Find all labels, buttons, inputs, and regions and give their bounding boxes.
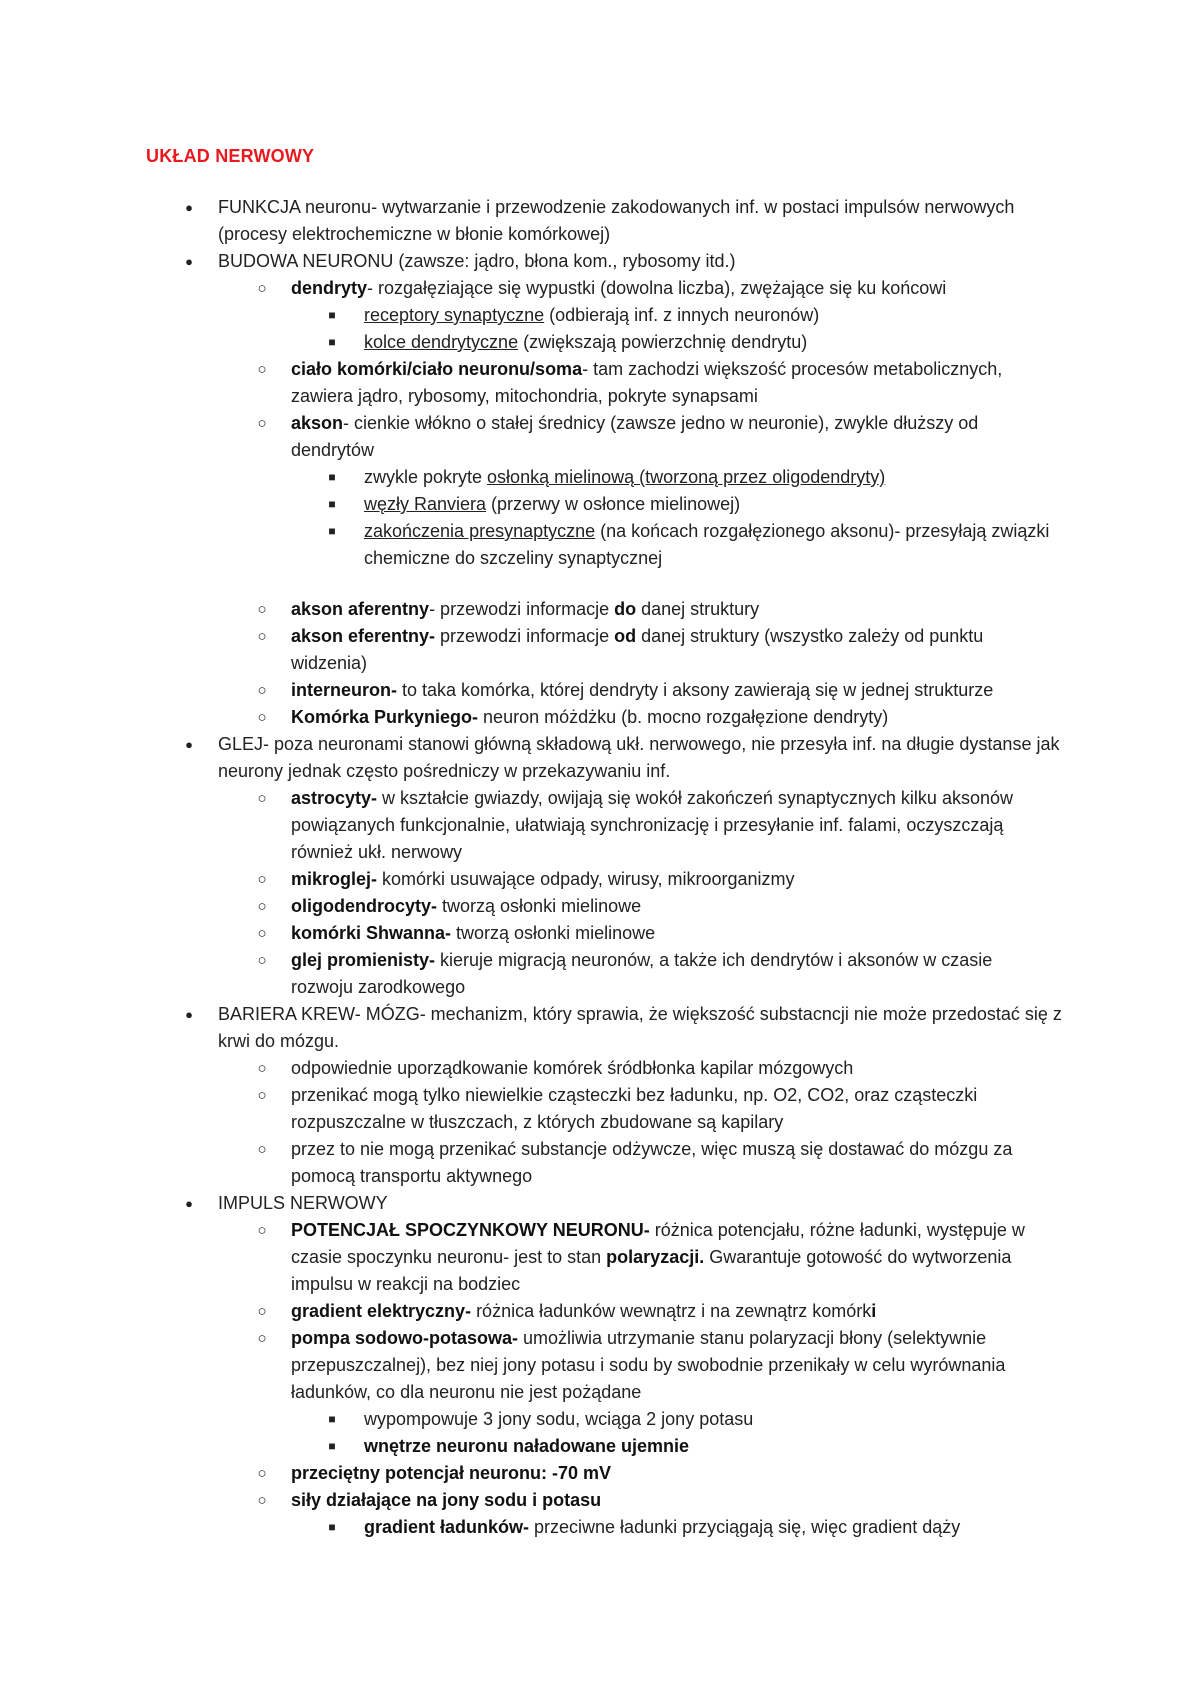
list-item: ■ zwykle pokryte osłonką mielinową (tworzoną przez oligodendryty) [0, 464, 1074, 491]
list-item: ■ gradient ładunków- przeciwne ładunki przyciągają się, więc gradient dąży [0, 1514, 1074, 1541]
list-item: ● BUDOWA NEURONU (zawsze: jądro, błona kom., rybosomy itd.) [0, 248, 1078, 275]
list-item: ○ przenikać mogą tylko niewielkie cząsteczki bez ładunku, np. O2, CO2, oraz cząsteczki rozpuszczalne w tłuszczach, z których zbudowane są kapilary [0, 1082, 1051, 1136]
bullet-circle-icon: ○ [257, 280, 267, 297]
bullet-disc-icon: ● [185, 200, 193, 215]
bullet-square-icon: ■ [328, 1439, 336, 1453]
list-item: ○ odpowiednie uporządkowanie komórek śródbłonka kapilar mózgowych [0, 1055, 1051, 1082]
list-item: ○ Komórka Purkyniego- neuron móżdżku (b. mocno rozgałęzione dendryty) [0, 704, 1051, 731]
list-item: ○ POTENCJAŁ SPOCZYNKOWY NEURONU- różnica potencjału, różne ładunki, występuje w czasie spoczynku neuronu- jest to stan polaryzacji. Gwarantuje gotowość do wytworzenia impulsu w reakcji na bodziec [0, 1217, 1051, 1298]
list-item: ● BARIERA KREW- MÓZG- mechanizm, który sprawia, że większość substacncji nie może przedostać się z krwi do mózgu. [0, 1001, 1078, 1055]
list-item: ○ interneuron- to taka komórka, której dendryty i aksony zawierają się w jednej strukturze [0, 677, 1051, 704]
spacer [0, 572, 1200, 596]
bullet-square-icon: ■ [328, 308, 336, 322]
bullet-circle-icon: ○ [257, 1141, 267, 1158]
bullet-circle-icon: ○ [257, 925, 267, 942]
list-item: ■ wnętrze neuronu naładowane ujemnie [0, 1433, 1074, 1460]
list-item: ○ przez to nie mogą przenikać substancje odżywcze, więc muszą się dostawać do mózgu za pomocą transportu aktywnego [0, 1136, 1051, 1190]
bullet-square-icon: ■ [328, 497, 336, 511]
list-item: ● IMPULS NERWOWY [0, 1190, 1078, 1217]
list-item: ○ gradient elektryczny- różnica ładunków wewnątrz i na zewnątrz komórki [0, 1298, 1051, 1325]
bullet-circle-icon: ○ [257, 709, 267, 726]
bullet-circle-icon: ○ [257, 1087, 267, 1104]
bullet-square-icon: ■ [328, 1412, 336, 1426]
list-item: ● FUNKCJA neuronu- wytwarzanie i przewodzenie zakodowanych inf. w postaci impulsów nerwowych (procesy elektrochemiczne w błonie komórkowej) [0, 194, 1078, 248]
list-item: ○ przeciętny potencjał neuronu: -70 mV [0, 1460, 1051, 1487]
bullet-circle-icon: ○ [257, 790, 267, 807]
page-title: UKŁAD NERWOWY [146, 146, 315, 166]
bullet-circle-icon: ○ [257, 871, 267, 888]
bullet-circle-icon: ○ [257, 1492, 267, 1509]
list-item: ■ kolce dendrytyczne (zwiększają powierzchnię dendrytu) [0, 329, 1074, 356]
bullet-square-icon: ■ [328, 335, 336, 349]
list-item: ○ akson- cienkie włókno o stałej średnicy (zawsze jedno w neuronie), zwykle dłuższy od dendrytów [0, 410, 1051, 464]
bullet-circle-icon: ○ [257, 628, 267, 645]
bullet-square-icon: ■ [328, 470, 336, 484]
bullet-disc-icon: ● [185, 1007, 193, 1022]
bullet-disc-icon: ● [185, 254, 193, 269]
bullet-circle-icon: ○ [257, 682, 267, 699]
list-item: ○ akson aferentny- przewodzi informacje do danej struktury [0, 596, 1051, 623]
list-item: ■ węzły Ranviera (przerwy w osłonce mielinowej) [0, 491, 1074, 518]
bullet-circle-icon: ○ [257, 1060, 267, 1077]
list-item: ○ oligodendrocyty- tworzą osłonki mielinowe [0, 893, 1051, 920]
list-item: ○ komórki Shwanna- tworzą osłonki mielinowe [0, 920, 1051, 947]
bullet-circle-icon: ○ [257, 601, 267, 618]
bullet-square-icon: ■ [328, 524, 336, 538]
bullet-circle-icon: ○ [257, 1303, 267, 1320]
list-item: ○ siły działające na jony sodu i potasu [0, 1487, 1051, 1514]
bullet-circle-icon: ○ [257, 361, 267, 378]
bullet-disc-icon: ● [185, 737, 193, 752]
list-item: ○ astrocyty- w kształcie gwiazdy, owijają się wokół zakończeń synaptycznych kilku aksonów powiązanych funkcjonalnie, ułatwiają synchronizację i przesyłanie inf. falami, oczyszczają również ukł. nerwowy [0, 785, 1051, 866]
bullet-disc-icon: ● [185, 1196, 193, 1211]
list-item: ○ akson eferentny- przewodzi informacje od danej struktury (wszystko zależy od punktu widzenia) [0, 623, 1051, 677]
list-item: ■ receptory synaptyczne (odbierają inf. z innych neuronów) [0, 302, 1074, 329]
list-item: ○ glej promienisty- kieruje migracją neuronów, a także ich dendrytów i aksonów w czasie rozwoju zarodkowego [0, 947, 1051, 1001]
bullet-circle-icon: ○ [257, 415, 267, 432]
list-item: ■ wypompowuje 3 jony sodu, wciąga 2 jony potasu [0, 1406, 1074, 1433]
bullet-circle-icon: ○ [257, 952, 267, 969]
list-item: ○ mikroglej- komórki usuwające odpady, wirusy, mikroorganizmy [0, 866, 1051, 893]
list-item: ○ ciało komórki/ciało neuronu/soma- tam zachodzi większość procesów metabolicznych, zawiera jądro, rybosomy, mitochondria, pokryte synapsami [0, 356, 1051, 410]
bullet-circle-icon: ○ [257, 1330, 267, 1347]
bullet-circle-icon: ○ [257, 1465, 267, 1482]
list-item: ● GLEJ- poza neuronami stanowi główną składową ukł. nerwowego, nie przesyła inf. na długie dystanse jak neurony jednak często pośredniczy w przekazywaniu inf. [0, 731, 1078, 785]
list-item: ○ dendryty- rozgałęziające się wypustki (dowolna liczba), zwężające się ku końcowi [0, 275, 1051, 302]
notes-list [0, 194, 1200, 1541]
list-item: ■ zakończenia presynaptyczne (na końcach rozgałęzionego aksonu)- przesyłają związki chemiczne do szczeliny synaptycznej [0, 518, 1074, 572]
bullet-circle-icon: ○ [257, 898, 267, 915]
bullet-square-icon: ■ [328, 1520, 336, 1534]
bullet-circle-icon: ○ [257, 1222, 267, 1239]
list-item: ○ pompa sodowo-potasowa- umożliwia utrzymanie stanu polaryzacji błony (selektywnie przepuszczalnej), bez niej jony potasu i sodu by swobodnie przenikały w celu wyrównania ładunków, co dla neuronu nie jest pożądane [0, 1325, 1051, 1406]
